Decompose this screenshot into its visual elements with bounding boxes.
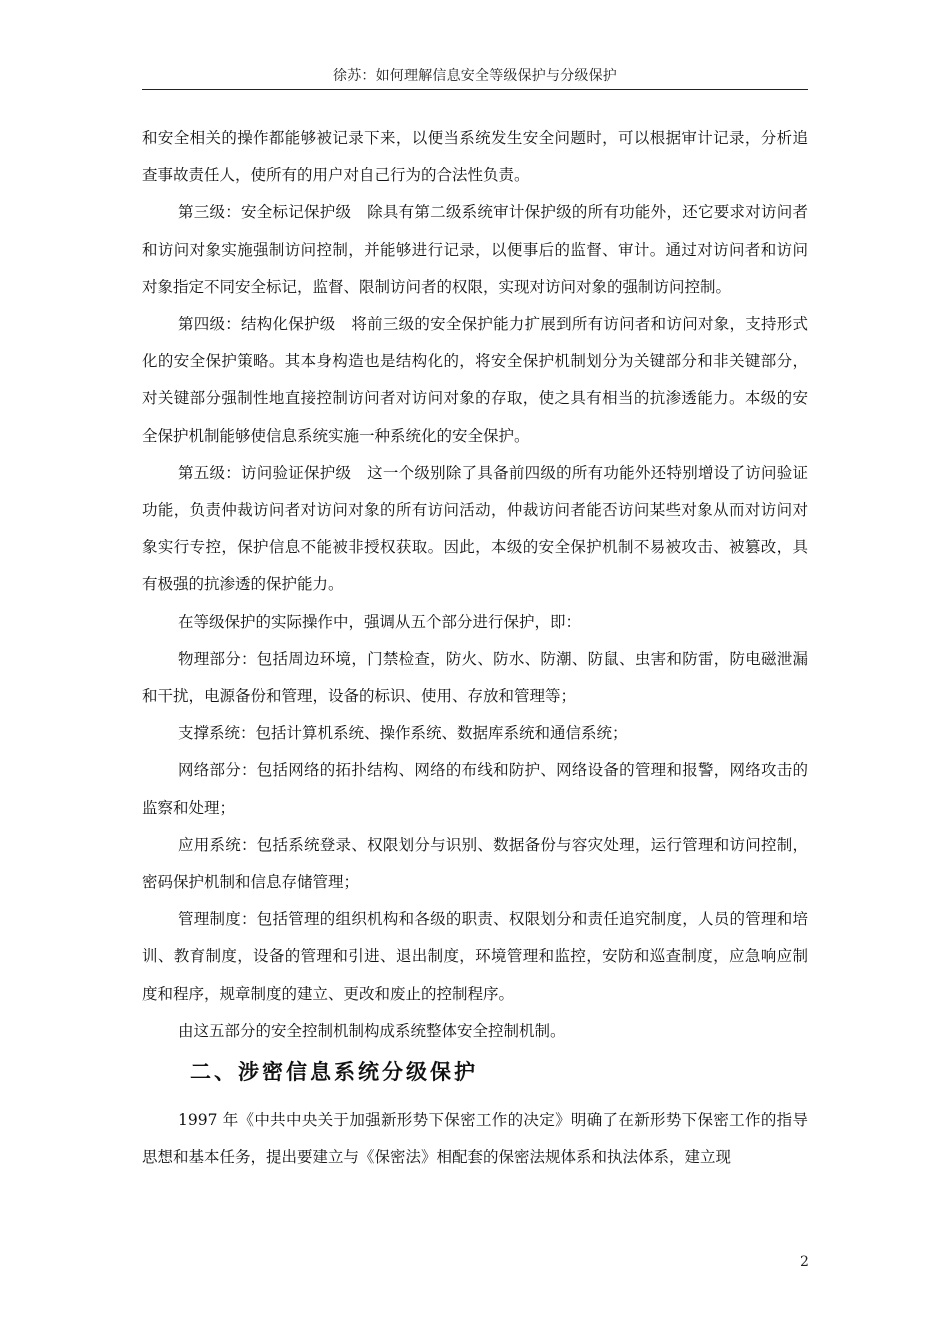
paragraph-level-4: 第四级：结构化保护级 将前三级的安全保护能力扩展到所有访问者和访问对象，支持形式化的安全保护策略。其本身构造也是结构化的，将安全保护机制划分为关键部分和非关键部分，对关键部分强制性地直接控制访问者对访问对象的存取，使之具有相当的抗渗透能力。本级的安全保护机制能够使信息系统实施一种系统化的安全保护。 bbox=[142, 315, 808, 445]
paragraph-five-parts-intro: 在等级保护的实际操作中，强调从五个部分进行保护，即： bbox=[178, 612, 582, 631]
paragraph-management: 管理制度：包括管理的组织机构和各级的职责、权限划分和责任追究制度，人员的管理和培训、教育制度，设备的管理和引进、退出制度，环境管理和监控，安防和巡查制度，应急响应制度和程序，规章制度的建立、更改和废止的控制程序。 bbox=[142, 910, 808, 1003]
paragraph-support-system: 支撑系统：包括计算机系统、操作系统、数据库系统和通信系统； bbox=[178, 724, 628, 743]
page-number: 2 bbox=[800, 1254, 809, 1270]
paragraph-section-intro: 1997 年《中共中央关于加强新形势下保密工作的决定》明确了在新形势下保密工作的指导思想和基本任务，提出要建立与《保密法》相配套的保密法规体系和执法体系，建立现 bbox=[142, 1111, 808, 1167]
paragraph-network: 网络部分：包括网络的拓扑结构、网络的布线和防护、网络设备的管理和报警，网络攻击的监察和处理； bbox=[142, 761, 808, 817]
running-header: 徐苏：如何理解信息安全等级保护与分级保护 bbox=[333, 68, 617, 84]
paragraph-application: 应用系统：包括系统登录、权限划分与识别、数据备份与容灾处理，运行管理和访问控制，密码保护机制和信息存储管理； bbox=[142, 835, 808, 892]
header-rule bbox=[142, 89, 808, 90]
paragraph-physical: 物理部分：包括周边环境，门禁检查，防火、防水、防潮、防鼠、虫害和防雷，防电磁泄漏和干扰，电源备份和管理，设备的标识、使用、存放和管理等； bbox=[142, 649, 808, 706]
paragraph-summary: 由这五部分的安全控制机制构成系统整体安全控制机制。 bbox=[178, 1021, 566, 1040]
paragraph-level-3: 第三级：安全标记保护级 除具有第二级系统审计保护级的所有功能外，还它要求对访问者和访问对象实施强制访问控制，并能够进行记录，以便事后的监督、审计。通过对访问者和访问对象指定不同安全标记，监督、限制访问者的权限，实现对访问对象的强制访问控制。 bbox=[142, 203, 808, 296]
body-text bbox=[142, 120, 808, 1176]
paragraph-audit-continuation: 和安全相关的操作都能够被记录下来，以便当系统发生安全问题时，可以根据审计记录，分析追查事故责任人，使所有的用户对自己行为的合法性负责。 bbox=[142, 129, 808, 185]
paragraph-level-5: 第五级：访问验证保护级 这一个级别除了具备前四级的所有功能外还特别增设了访问验证功能，负责仲裁访问者对访问对象的所有访问活动，仲裁访问者能否访问某些对象从而对访问对象实行专控，保护信息不能被非授权获取。因此，本级的安全保护机制不易被攻击、被篡改，具有极强的抗渗透的保护能力。 bbox=[142, 463, 808, 594]
section-heading: 二、涉密信息系统分级保护 bbox=[190, 1060, 478, 1085]
